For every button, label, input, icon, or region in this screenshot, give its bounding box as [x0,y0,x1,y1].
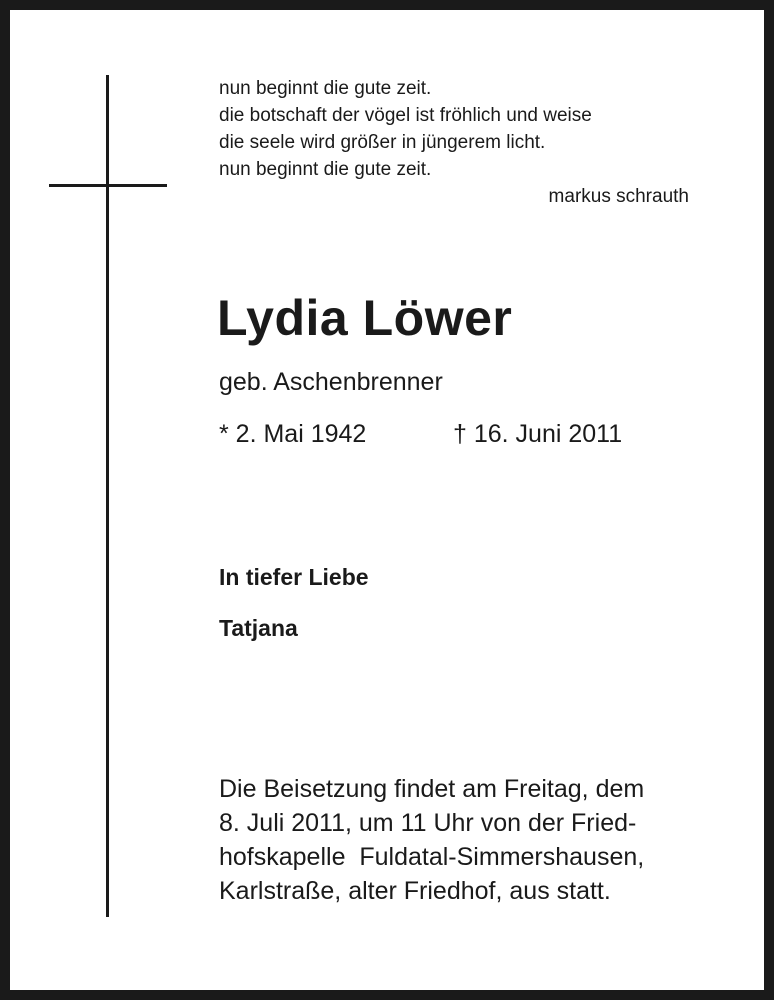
poem-line: nun beginnt die gute zeit. [219,78,432,99]
funeral-line: Karlstraße, alter Friedhof, aus statt. [219,877,611,905]
maiden-name: geb. Aschenbrenner [219,368,443,396]
cross-vertical-bar [106,75,109,917]
funeral-line: Die Beisetzung findet am Freitag, dem [219,775,645,803]
deceased-name: Lydia Löwer [217,290,513,346]
poem-author: markus schrauth [548,186,689,207]
birth-date: * 2. Mai 1942 [219,420,367,448]
funeral-notice [219,772,644,908]
mourning-phrase: In tiefer Liebe [219,564,369,590]
poem-line: die seele wird größer in jüngerem licht. [219,132,546,153]
funeral-line: hofskapelle Fuldatal-Simmershausen, [219,843,645,871]
poem-line: die botschaft der vögel ist fröhlich und weise [219,105,592,126]
mourner-name: Tatjana [219,615,298,641]
poem-line: nun beginnt die gute zeit. [219,159,432,180]
life-dates [219,418,622,450]
funeral-line: 8. Juli 2011, um 11 Uhr von der Fried- [219,809,637,837]
cross-horizontal-bar [49,184,167,187]
death-date: † 16. Juni 2011 [453,420,623,448]
poem [219,75,689,210]
